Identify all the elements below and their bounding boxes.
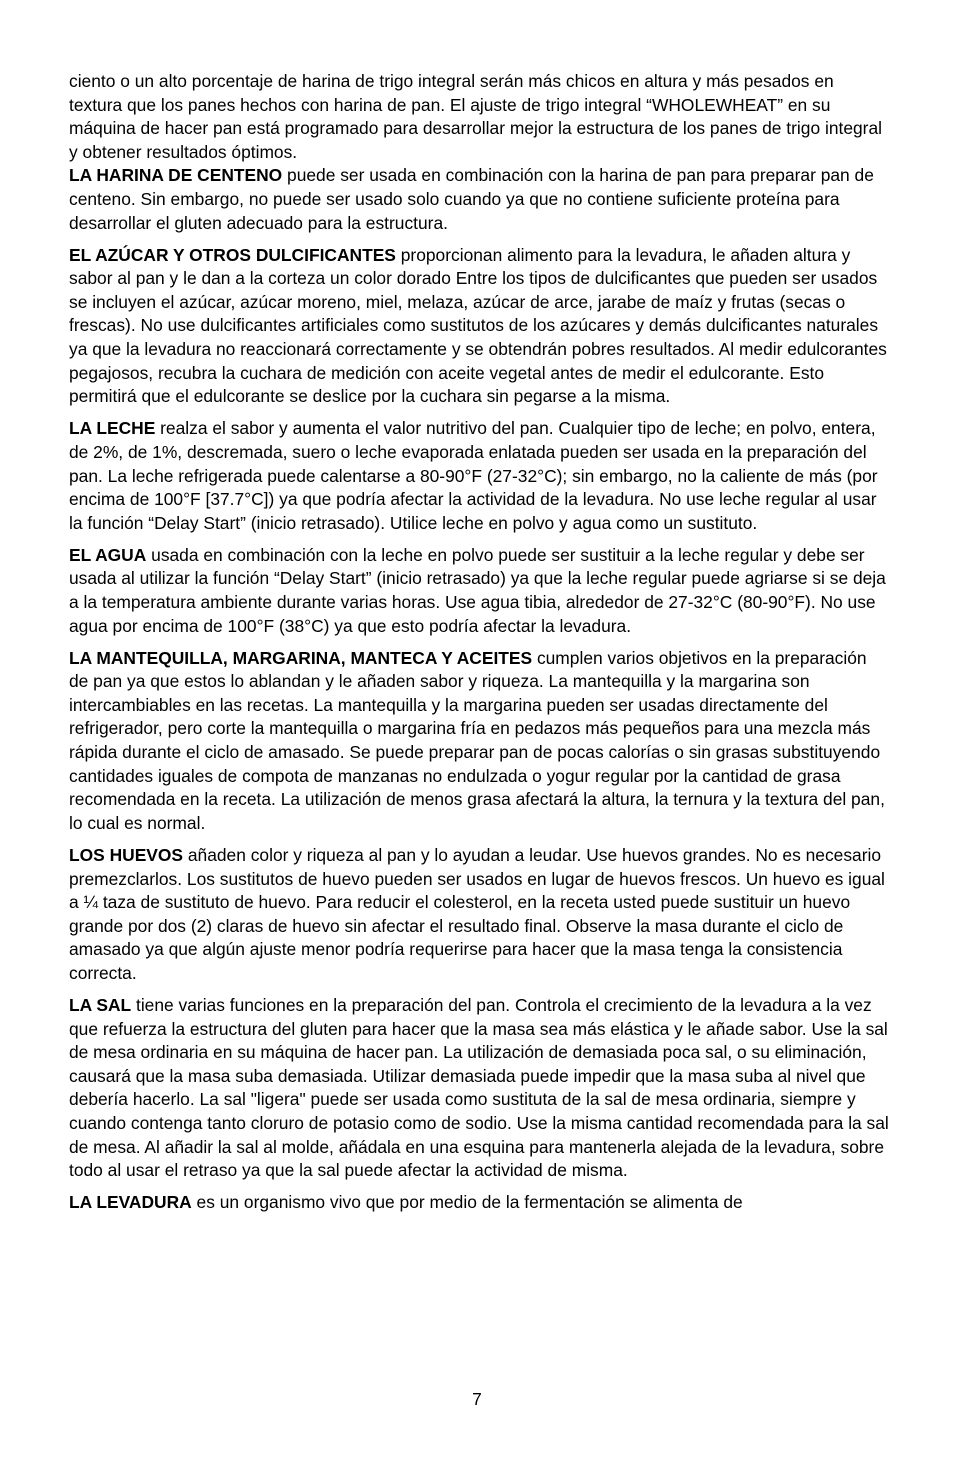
paragraph-rye-flour <box>69 164 889 235</box>
paragraph-text: ciento o un alto porcentaje de harina de trigo integral serán más chicos en altura y más pesados en textura que los panes hechos con harina de pan. El ajuste de trigo integral “WHOLEWHEAT” en su máquina de hacer pan está programado para desarrollar mejor la estructura de los panes de trigo integral y obtener resultados óptimos. <box>69 71 882 162</box>
paragraph-whole-wheat-continuation <box>69 70 889 164</box>
paragraph-text: añaden color y riqueza al pan y lo ayudan a leudar. Use huevos grandes. No es necesario premezclarlos. Los sustitutos de huevo pueden ser usados en lugar de huevos frescos. Un huevo es igual a ¼ taza de sustituto de huevo. Para reducir el colesterol, en la receta usted puede sustituir un huevo grande por dos (2) claras de huevo sin afectar el resultado final. Observe la masa durante el ciclo de amasado ya que algún ajuste menor podría requerirse para hacer que la masa tenga la consistencia correcta. <box>69 844 885 983</box>
paragraph-text: tiene varias funciones en la preparación del pan. Controla el crecimiento de la levadura a la vez que refuerza la estructura del gluten para hacer que la masa sea más elástica y le añade sabor. Use la sal de mesa ordinaria en su máquina de hacer pan. La utilización de demasiada poca sal, o su eliminación, causará que la masa suba demasiada. Utilizar demasiada puede impedir que la masa suba al nivel que debería hacerlo. La sal "ligera" puede ser usada como sustituta de la sal de mesa ordinaria, siempre y cuando contenga tanto cloruro de potasio como de sodio. Use la misma cantidad recomendada para la sal de mesa. Al añadir la sal al molde, añádala en una esquina para mantenerla alejada de la levadura, sobre todo al usar el retraso ya que la sal puede afectar la actividad de misma. <box>69 994 889 1181</box>
page-number: 7 <box>472 1389 482 1409</box>
paragraph-text: usada en combinación con la leche en polvo puede ser sustituir a la leche regular y debe ser usada al utilizar la función “Delay Start” (inicio retrasado) ya que la leche regular puede agriarse si se deja a la temperatura ambiente durante varias horas. Use agua tibia, alrededor de 27-32°C (80-90°F). No use agua por encima de 100°F (38°C) ya que esto podría afectar la levadura. <box>69 544 886 636</box>
paragraph-milk <box>69 417 889 535</box>
paragraph-term: LOS HUEVOS <box>69 844 184 865</box>
paragraph-fats <box>69 647 889 836</box>
paragraph-eggs <box>69 844 889 986</box>
paragraph-term: EL AZÚCAR Y OTROS DULCIFICANTES <box>69 244 396 265</box>
paragraph-term: LA MANTEQUILLA, MARGARINA, MANTECA Y ACEITES <box>69 647 533 668</box>
document-body <box>69 70 889 1223</box>
paragraph-term: LA LECHE <box>69 418 156 439</box>
paragraph-yeast <box>69 1191 889 1215</box>
paragraph-term: EL AGUA <box>69 544 147 565</box>
paragraph-text: proporcionan alimento para la levadura, le añaden altura y sabor al pan y le dan a la corteza un color dorado Entre los tipos de dulcificantes que pueden ser usados se incluyen el azúcar, azúcar moreno, miel, melaza, azúcar de arce, jarabe de maíz y frutas (secas o frescas). No use dulcificantes artificiales como sustitutos de los azúcares y demás dulcificantes naturales ya que la levadura no reaccionará correctamente y se obtendrán pobres resultados. Al medir edulcorantes pegajosos, recubra la cuchara de medición con aceite vegetal antes de medir el edulcorante. Esto permitirá que el edulcorante se deslice por la cuchara sin pegarse a la misma. <box>69 244 887 407</box>
paragraph-term: LA LEVADURA <box>69 1192 192 1213</box>
paragraph-text: realza el sabor y aumenta el valor nutritivo del pan. Cualquier tipo de leche; en polvo, entera, de 2%, de 1%, descremada, suero o leche evaporada enlatada pueden ser usada en la preparación del pan. La leche refrigerada puede calentarse a 80-90°F (27-32°C); sin embargo, no la caliente de más (por encima de 100°F [37.7°C]) ya que podría afectar la actividad de la levadura. No use leche regular al usar la función “Delay Start” (inicio retrasado). Utilice leche en polvo y agua como un sustituto. <box>69 418 878 533</box>
paragraph-term: LA HARINA DE CENTENO <box>69 165 283 186</box>
paragraph-text: puede ser usada en combinación con la harina de pan para preparar pan de centeno. Sin embargo, no puede ser usado solo cuando ya que no contiene suficiente proteína para desarrollar el gluten adecuado para la estructura. <box>69 165 874 233</box>
paragraph-water <box>69 544 889 638</box>
paragraph-term: LA SAL <box>69 994 132 1015</box>
paragraph-sugar <box>69 244 889 409</box>
paragraph-salt <box>69 994 889 1183</box>
paragraph-text: cumplen varios objetivos en la preparación de pan ya que estos lo ablandan y le añaden sabor y riqueza. La mantequilla y la margarina son intercambiables en las recetas. La mantequilla y la margarina pueden ser usadas directamente del refrigerador, pero corte la mantequilla o margarina fría en pedazos más pequeños para una mezcla más rápida durante el ciclo de amasado. Se puede preparar pan de pocas calorías o sin grasas substituyendo cantidades iguales de compota de manzanas no endulzada o yogur regular por la cantidad de grasa recomendada en la receta. La utilización de menos grasa afectará la altura, la ternura y la textura del pan, lo cual es normal. <box>69 647 885 833</box>
paragraph-text: es un organismo vivo que por medio de la fermentación se alimenta de <box>191 1192 743 1213</box>
